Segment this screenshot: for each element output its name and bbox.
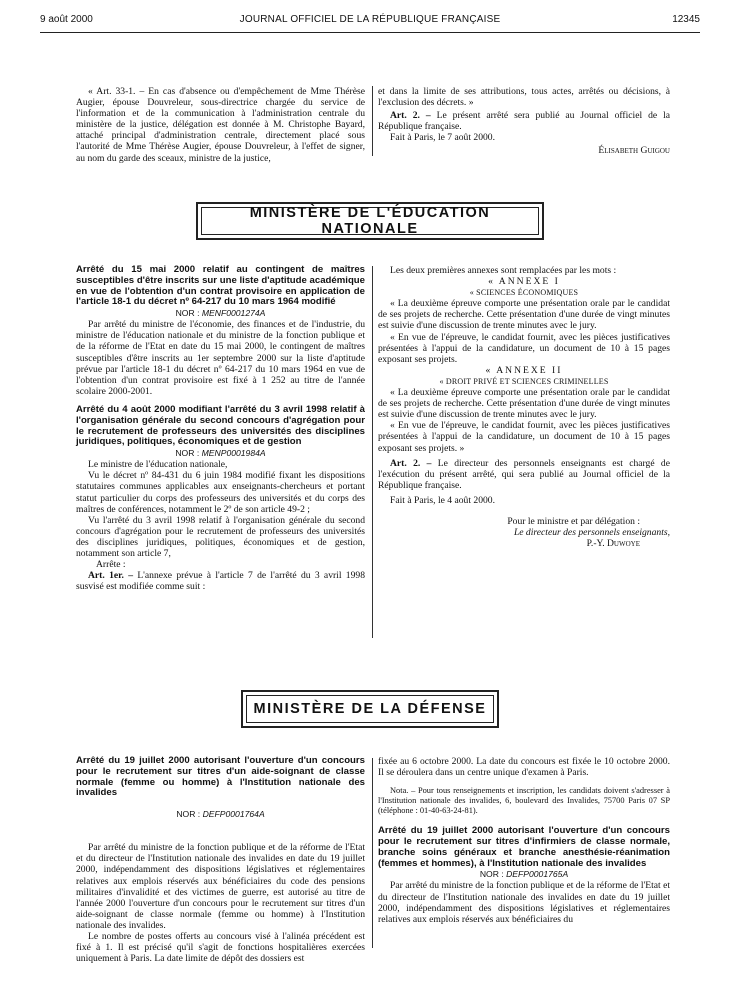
section-title-education: MINISTÈRE DE L'ÉDUCATION NATIONALE — [249, 205, 491, 237]
column-divider — [372, 758, 373, 948]
annexe-1-subheading: « SCIENCES ÉCONOMIQUES — [469, 288, 579, 298]
section-box-education — [196, 202, 544, 240]
defense-body-1: Par arrêté du ministre de la fonction publique et de la réforme de l'Etat et du directeur de l'Institution nationale des invalides en date du 19 juillet 2000, indépendamment des dispositions législatives et réglementaires relatives aux emplois réservés aux bénéficiaires du code des pensions militaires d'invalidité et des victimes de guerre, est autorisé au titre de l'année 2000 l'ouverture d'un concours pour le recrutement sur titres d'un aide-soignant de classe normale (femme ou homme) à l'Institution nationale des invalides. — [76, 842, 365, 931]
article-1: Art. 1er. – L'annexe prévue à l'article 7 de l'arrêté du 3 avril 1998 susvisé est modifiée comme suit : — [76, 570, 365, 593]
defense-decree-title-1: Arrêté du 19 juillet 2000 autorisant l'ouverture d'un concours pour le recrutement sur titres d'un aide-soignant de classe normale (femme ou homme) à l'Institution nationale des invalides — [76, 755, 365, 799]
vu-decret: Vu le décret nº 84-431 du 6 juin 1984 modifié fixant les dispositions statutaires communes applicables aux enseignants-chercheurs et portant statut particulier du corps des professeurs des universités et du corps des maîtres de conférences, notamment le 2º de son article 49-2 ; — [76, 470, 365, 515]
signature-line-1: Pour le ministre et par délégation : — [507, 515, 640, 527]
signature-name: P.-Y. Duwoye — [586, 538, 640, 550]
defense-left-column — [76, 756, 365, 964]
defense-body-3: Par arrêté du ministre de la fonction publique et de la réforme de l'Etat et du directeur de l'Institution nationale des invalides en date du 19 juillet 2000, indépendamment des dispositions législatives et réglementaires relatives aux emplois réservés aux bénéficiaires du — [378, 880, 670, 925]
top-left-text: « Art. 33-1. – En cas d'absence ou d'empêchement de Mme Thérèse Augier, épouse Douvreleur, sous-directrice chargée du service de l'information et de la communication à l'administration centrale du ministère de la justice, délégation est donnée à M. Christophe Bayard, attaché principal d'administration centrale, directement placé sous l'autorité de Mme Thérèse Augier, épouse Douvreleur, à l'effet de signer, au nom du garde des sceaux, ministre de la justice, — [76, 86, 365, 164]
annexe-1-para-2: « En vue de l'épreuve, le candidat fournit, avec les pièces justificatives présentées à l'appui de la candidature, un document de 10 à 15 pages exposant ses projets. — [378, 331, 670, 365]
top-signature: Élisabeth Guigou — [598, 145, 670, 157]
nor-2: NOR : MENP0001984A — [175, 448, 266, 459]
defense-nor-1: NOR : DEFP0001764A — [176, 809, 265, 820]
arrete-label: Arrête : — [96, 559, 126, 571]
annexe-2-para-1: « La deuxième épreuve comporte une présentation orale par le candidat de ses projets de recherche. Cette présentation d'une durée de vingt minutes est suivie d'une discussion de trente minutes avec le jury. — [378, 387, 670, 421]
column-divider — [372, 266, 373, 638]
top-art2-text: Le présent arrêté sera publié au Journal officiel de la République française. — [378, 110, 670, 133]
annexe-1-para-1: « La deuxième épreuve comporte une présentation orale par le candidat de ses projets de recherche. Cette présentation d'une durée de vingt minutes est suivie d'une discussion de trente minutes avec le jury. — [378, 298, 670, 332]
header-rule — [40, 32, 700, 33]
header-date: 9 août 2000 — [40, 14, 93, 25]
annexe-2-para-2: « En vue de l'épreuve, le candidat fournit, avec les pièces justificatives présentées à l'appui de la candidature, un document de 10 à 15 pages exposant ses projets. » — [378, 420, 670, 454]
annexe-1-heading: « ANNEXE I — [488, 276, 560, 288]
vu-arrete: Vu l'arrêté du 3 avril 1998 relatif à l'organisation générale du second concours d'agrégation pour le recrutement de professeurs des universités des disciplines juridiques, politiques, économiques et de gestion, notamment son article 7, — [76, 514, 365, 559]
running-header — [40, 14, 700, 28]
decree-title-1: Arrêté du 15 mai 2000 relatif au contingent de maîtres susceptibles d'être inscrits sur une liste d'aptitude académique en vue de l'obtention d'un contrat provisoire en application de l'article 18-1 du décret nº 64-217 du 10 mars 1964 modifié — [76, 264, 365, 308]
defense-continuation: fixée au 6 octobre 2000. La date du concours est fixée le 10 octobre 2000. Il se déroulera dans un centre unique d'examen à Paris. — [378, 756, 670, 779]
defense-nor-2: NOR : DEFP0001765A — [479, 869, 569, 880]
education-right-column — [378, 265, 670, 549]
header-journal-title: JOURNAL OFFICIEL DE LA RÉPUBLIQUE FRANÇAISE — [239, 14, 501, 25]
top-art2 — [378, 110, 670, 132]
nor-1: NOR : MENF0001274A — [175, 308, 266, 319]
top-art2-label: Art. 2. – — [390, 110, 431, 122]
defense-body-2: Le nombre de postes offerts au concours visé à l'alinéa précédent est fixé à 1. Il est précisé qu'il s'agit de fonctions hospitalières exercées uniquement à Paris. La date limite de dépôt des dossiers est — [76, 931, 365, 965]
defense-decree-title-2: Arrêté du 19 juillet 2000 autorisant l'ouverture d'un concours pour le recrutement sur titres d'infirmiers de classe normale, branche soins généraux et branche anesthésie-réanimation (femmes et hommes), à l'Institution nationale des invalides — [378, 825, 670, 869]
top-right-text: et dans la limite de ses attributions, tous actes, arrêtés ou décisions, à l'exclusion des décrets. » — [378, 86, 670, 109]
section-box-defense — [241, 690, 499, 728]
top-left-column — [76, 86, 365, 164]
fait-paris: Fait à Paris, le 4 août 2000. — [390, 494, 495, 506]
header-page-number: 12345 — [672, 14, 700, 25]
top-right-column — [378, 86, 670, 157]
decree-title-2: Arrêté du 4 août 2000 modifiant l'arrêté du 3 avril 1998 relatif à l'organisation générale du second concours d'agrégation pour le recrutement de professeurs des universités des disciplines juridiques, politiques, économiques et de gestion — [76, 403, 365, 448]
defense-nota: Nota. – Pour tous renseignements et inscription, les candidats doivent s'adresser à l'Institution nationale des invalides, 6, boulevard des Invalides, 75700 Paris 07 SP (téléphone : 01-40-63-24-81). — [378, 786, 670, 816]
top-fait: Fait à Paris, le 7 août 2000. — [390, 132, 495, 144]
annexe-2-subheading: « DROIT PRIVÉ ET SCIENCES CRIMINELLES — [439, 376, 609, 386]
minister-line: Le ministre de l'éducation nationale, — [88, 459, 228, 471]
defense-right-column — [378, 756, 670, 925]
column-divider — [372, 86, 373, 156]
signature-line-2: Le directeur des personnels enseignants, — [513, 527, 670, 539]
section-title-defense: MINISTÈRE DE LA DÉFENSE — [253, 701, 487, 717]
annexe-2-heading: « ANNEXE II — [485, 364, 563, 376]
annexes-intro: Les deux premières annexes sont remplacées par les mots : — [390, 265, 617, 276]
education-left-column — [76, 265, 365, 592]
decree-body-1: Par arrêté du ministre de l'économie, des finances et de l'industrie, du ministre de l'éducation nationale et du ministre de la fonction publique et de la réforme de l'Etat en date du 15 mai 2000, le contingent de maîtres susceptibles d'être inscrits au 1er septembre 2000 sur la liste d'aptitude prévue par l'article 18-1 du décret nº 64-217 du 10 mars 1964 en vue de l'obtention d'un contrat provisoire est fixé à 1 252 au titre de l'année scolaire 2000-2001. — [76, 319, 365, 397]
article-2: Art. 2. – Le directeur des personnels enseignants est chargé de l'exécution du présent arrêté, qui sera publié au Journal officiel de la République française. — [378, 457, 670, 491]
